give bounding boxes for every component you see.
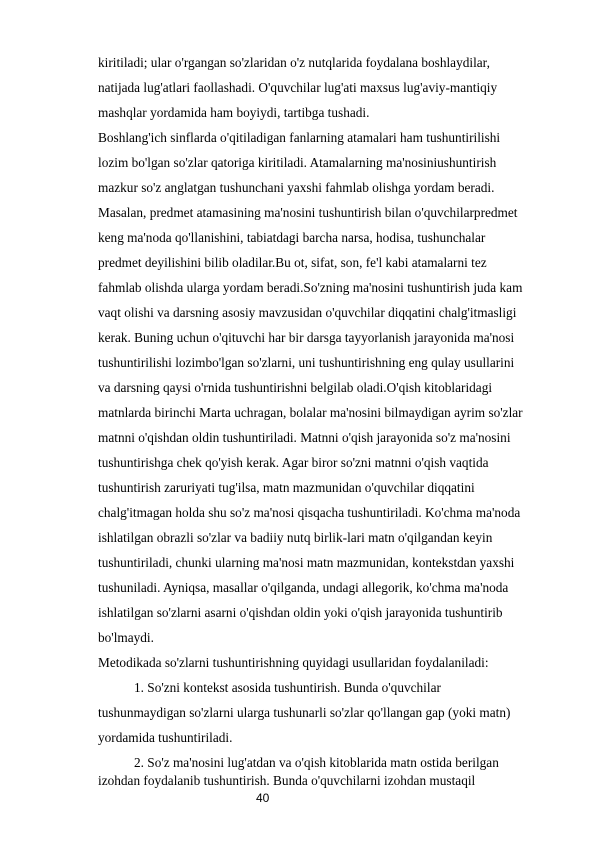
- text-line: tushunmaydigan so'zlarni ularga tushunarli so'zlar qo'llangan gap (yoki matn): [98, 705, 511, 720]
- text-line: matnni o'qishdan oldin tushuntiriladi. Matnni o'qish jarayonida so'z ma'nosini: [98, 430, 511, 445]
- text-line: ishlatilgan so'zlarni asarni o'qishdan oldin yoki o'qish jarayonida tushuntirib: [98, 605, 503, 620]
- text-line: keng ma'noda qo'llanishini, tabiatdagi barcha narsa, hodisa, tushunchalar: [98, 230, 486, 245]
- text-line: matnlarda birinchi Marta uchragan, bolalar ma'nosini bilmaydigan ayrim so'zlar: [98, 405, 523, 420]
- text-line: Metodikada so'zlarni tushuntirishning quyidagi usullaridan foydalaniladi:: [98, 655, 489, 670]
- text-line: vaqt olishi va darsning asosiy mavzusidan o'quvchilar diqqatini chalg'itmasligi: [98, 305, 517, 320]
- text-line: yordamida tushuntiriladi.: [98, 730, 233, 745]
- text-line: tushuntiriladi, chunki ularning ma'nosi matn mazmunidan, kontekstdan yaxshi: [98, 555, 515, 570]
- text-line: kiritiladi; ular o'rgangan so'zlaridan o'z nutqlarida foydalana boshlaydilar,: [98, 55, 490, 70]
- text-line: mashqlar yordamida ham boyiydi, tartibga tushadi.: [98, 105, 370, 120]
- text-line: ishlatilgan obrazli so'zlar va badiiy nutq birlik-lari matn o'qilgandan keyin: [98, 530, 493, 545]
- text-line: bo'lmaydi.: [98, 630, 154, 645]
- text-line: lozim bo'lgan so'zlar qatoriga kiritiladi. Atamalarning ma'nosiniushuntirish: [98, 155, 497, 170]
- text-line: fahmlab olishda ularga yordam beradi.So'zning ma'nosini tushuntirish juda kam: [98, 280, 523, 295]
- text-line: Boshlang'ich sinflarda o'qitiladigan fanlarning atamalari ham tushuntirilishi: [98, 130, 501, 145]
- text-line: va darsning qaysi o'rnida tushuntirishni belgilab oladi.O'qish kitoblaridagi: [98, 380, 493, 395]
- text-line: chalg'itmagan holda shu so'z ma'nosi qisqacha tushuntiriladi. Ko'chma ma'noda: [98, 505, 521, 520]
- list-item-2-line: 2. So'z ma'nosini lug'atdan va o'qish kitoblarida matn ostida berilgan: [134, 755, 499, 770]
- text-line: mazkur so'z anglatgan tushunchani yaxshi fahmlab olishga yordam beradi.: [98, 180, 495, 195]
- text-line: tushuntirishga chek qo'yish kerak. Agar biror so'zni matnni o'qish vaqtida: [98, 455, 489, 470]
- text-line: tushuntirilishi lozimbo'lgan so'zlarni, uni tushuntirishning eng qulay usullarini: [98, 355, 515, 370]
- list-item-1-line: 1. So'zni kontekst asosida tushuntirish. Bunda o'quvchilar: [134, 680, 441, 695]
- text-line: Masalan, predmet atamasining ma'nosini tushuntirish bilan o'quvchilarpredmet: [98, 205, 518, 220]
- text-line: izohdan foydalanib tushuntirish. Bunda o'quvchilarni izohdan mustaqil: [98, 773, 476, 788]
- text-line: tushuniladi. Ayniqsa, masallar o'qilganda, undagi allegorik, ko'chma ma'noda: [98, 580, 509, 595]
- page-number: 40: [256, 791, 270, 805]
- text-line: kerak. Buning uchun o'qituvchi har bir darsga tayyorlanish jarayonida ma'nosi: [98, 330, 515, 345]
- text-line: natijada lug'atlari faollashadi. O'quvchilar lug'ati maxsus lug'aviy-mantiqiy: [98, 80, 498, 95]
- text-line: predmet deyilishini bilib oladilar.Bu ot, sifat, son, fe'l kabi atamalarni tez: [98, 255, 487, 270]
- text-line: tushuntirish zaruriyati tug'ilsa, matn mazmunidan o'quvchilar diqqatini: [98, 480, 475, 495]
